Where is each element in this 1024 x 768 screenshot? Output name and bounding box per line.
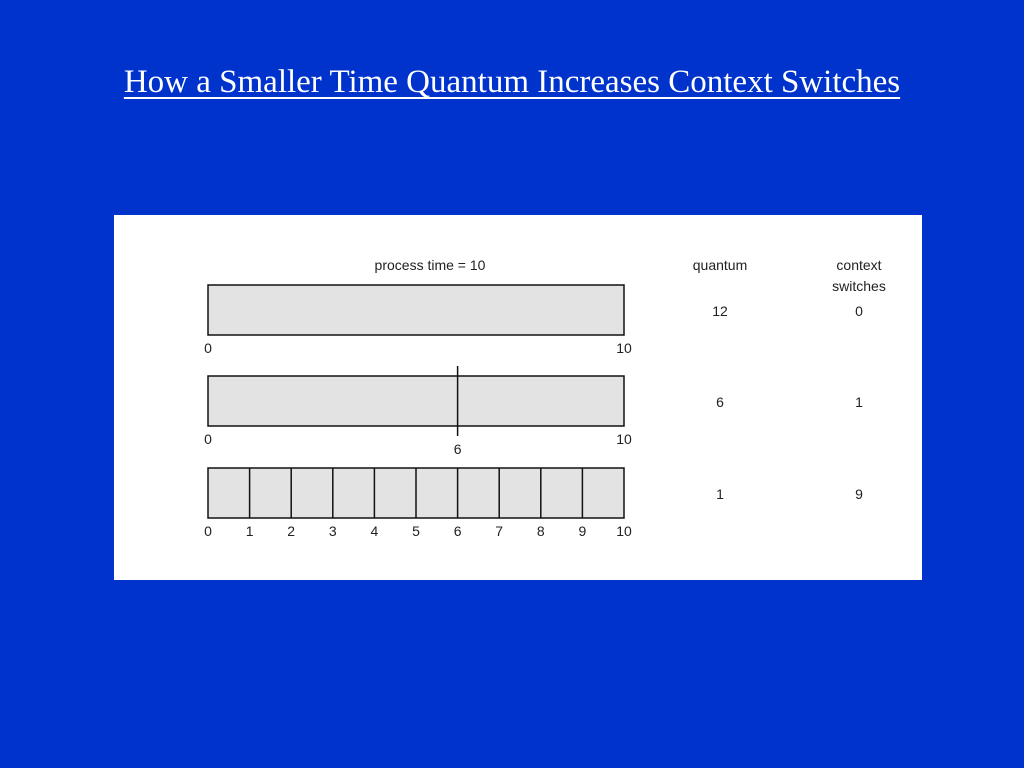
quantum-value: 1 <box>716 486 724 502</box>
time-tick-label: 8 <box>536 523 545 539</box>
context-switch-diagram <box>114 215 922 580</box>
time-tick-label: 4 <box>370 523 379 539</box>
time-tick-label: 0 <box>204 340 212 356</box>
time-tick-label: 2 <box>287 523 296 539</box>
time-tick-label: 5 <box>412 523 420 539</box>
context-switches-header-line2: switches <box>832 278 886 294</box>
quantum-value: 6 <box>716 394 724 410</box>
timeline-row <box>204 468 863 539</box>
time-tick-label: 1 <box>245 523 254 539</box>
time-tick-label: 9 <box>578 523 587 539</box>
quantum-header: quantum <box>692 257 748 273</box>
context-switches-header-line1: context <box>836 257 882 273</box>
context-switches-value: 9 <box>855 486 863 502</box>
quantum-value: 12 <box>712 303 728 319</box>
timeline-rows <box>204 285 863 539</box>
slide-title: How a Smaller Time Quantum Increases Context Switches <box>123 64 901 100</box>
time-tick-label: 6 <box>453 441 462 457</box>
process-bar <box>208 376 624 426</box>
time-tick-label: 7 <box>495 523 504 539</box>
time-tick-label: 10 <box>616 340 632 356</box>
context-switches-value: 1 <box>855 394 863 410</box>
diagram-panel <box>114 215 922 580</box>
time-tick-label: 0 <box>204 523 212 539</box>
time-tick-label: 10 <box>616 523 632 539</box>
process-time-label: process time = 10 <box>374 257 486 273</box>
time-tick-label: 0 <box>204 431 212 447</box>
process-bar <box>208 285 624 335</box>
context-switches-value: 0 <box>855 303 863 319</box>
timeline-row <box>204 366 863 457</box>
time-tick-label: 10 <box>616 431 632 447</box>
time-tick-label: 3 <box>328 523 337 539</box>
timeline-row <box>204 285 863 356</box>
time-tick-label: 6 <box>453 523 462 539</box>
